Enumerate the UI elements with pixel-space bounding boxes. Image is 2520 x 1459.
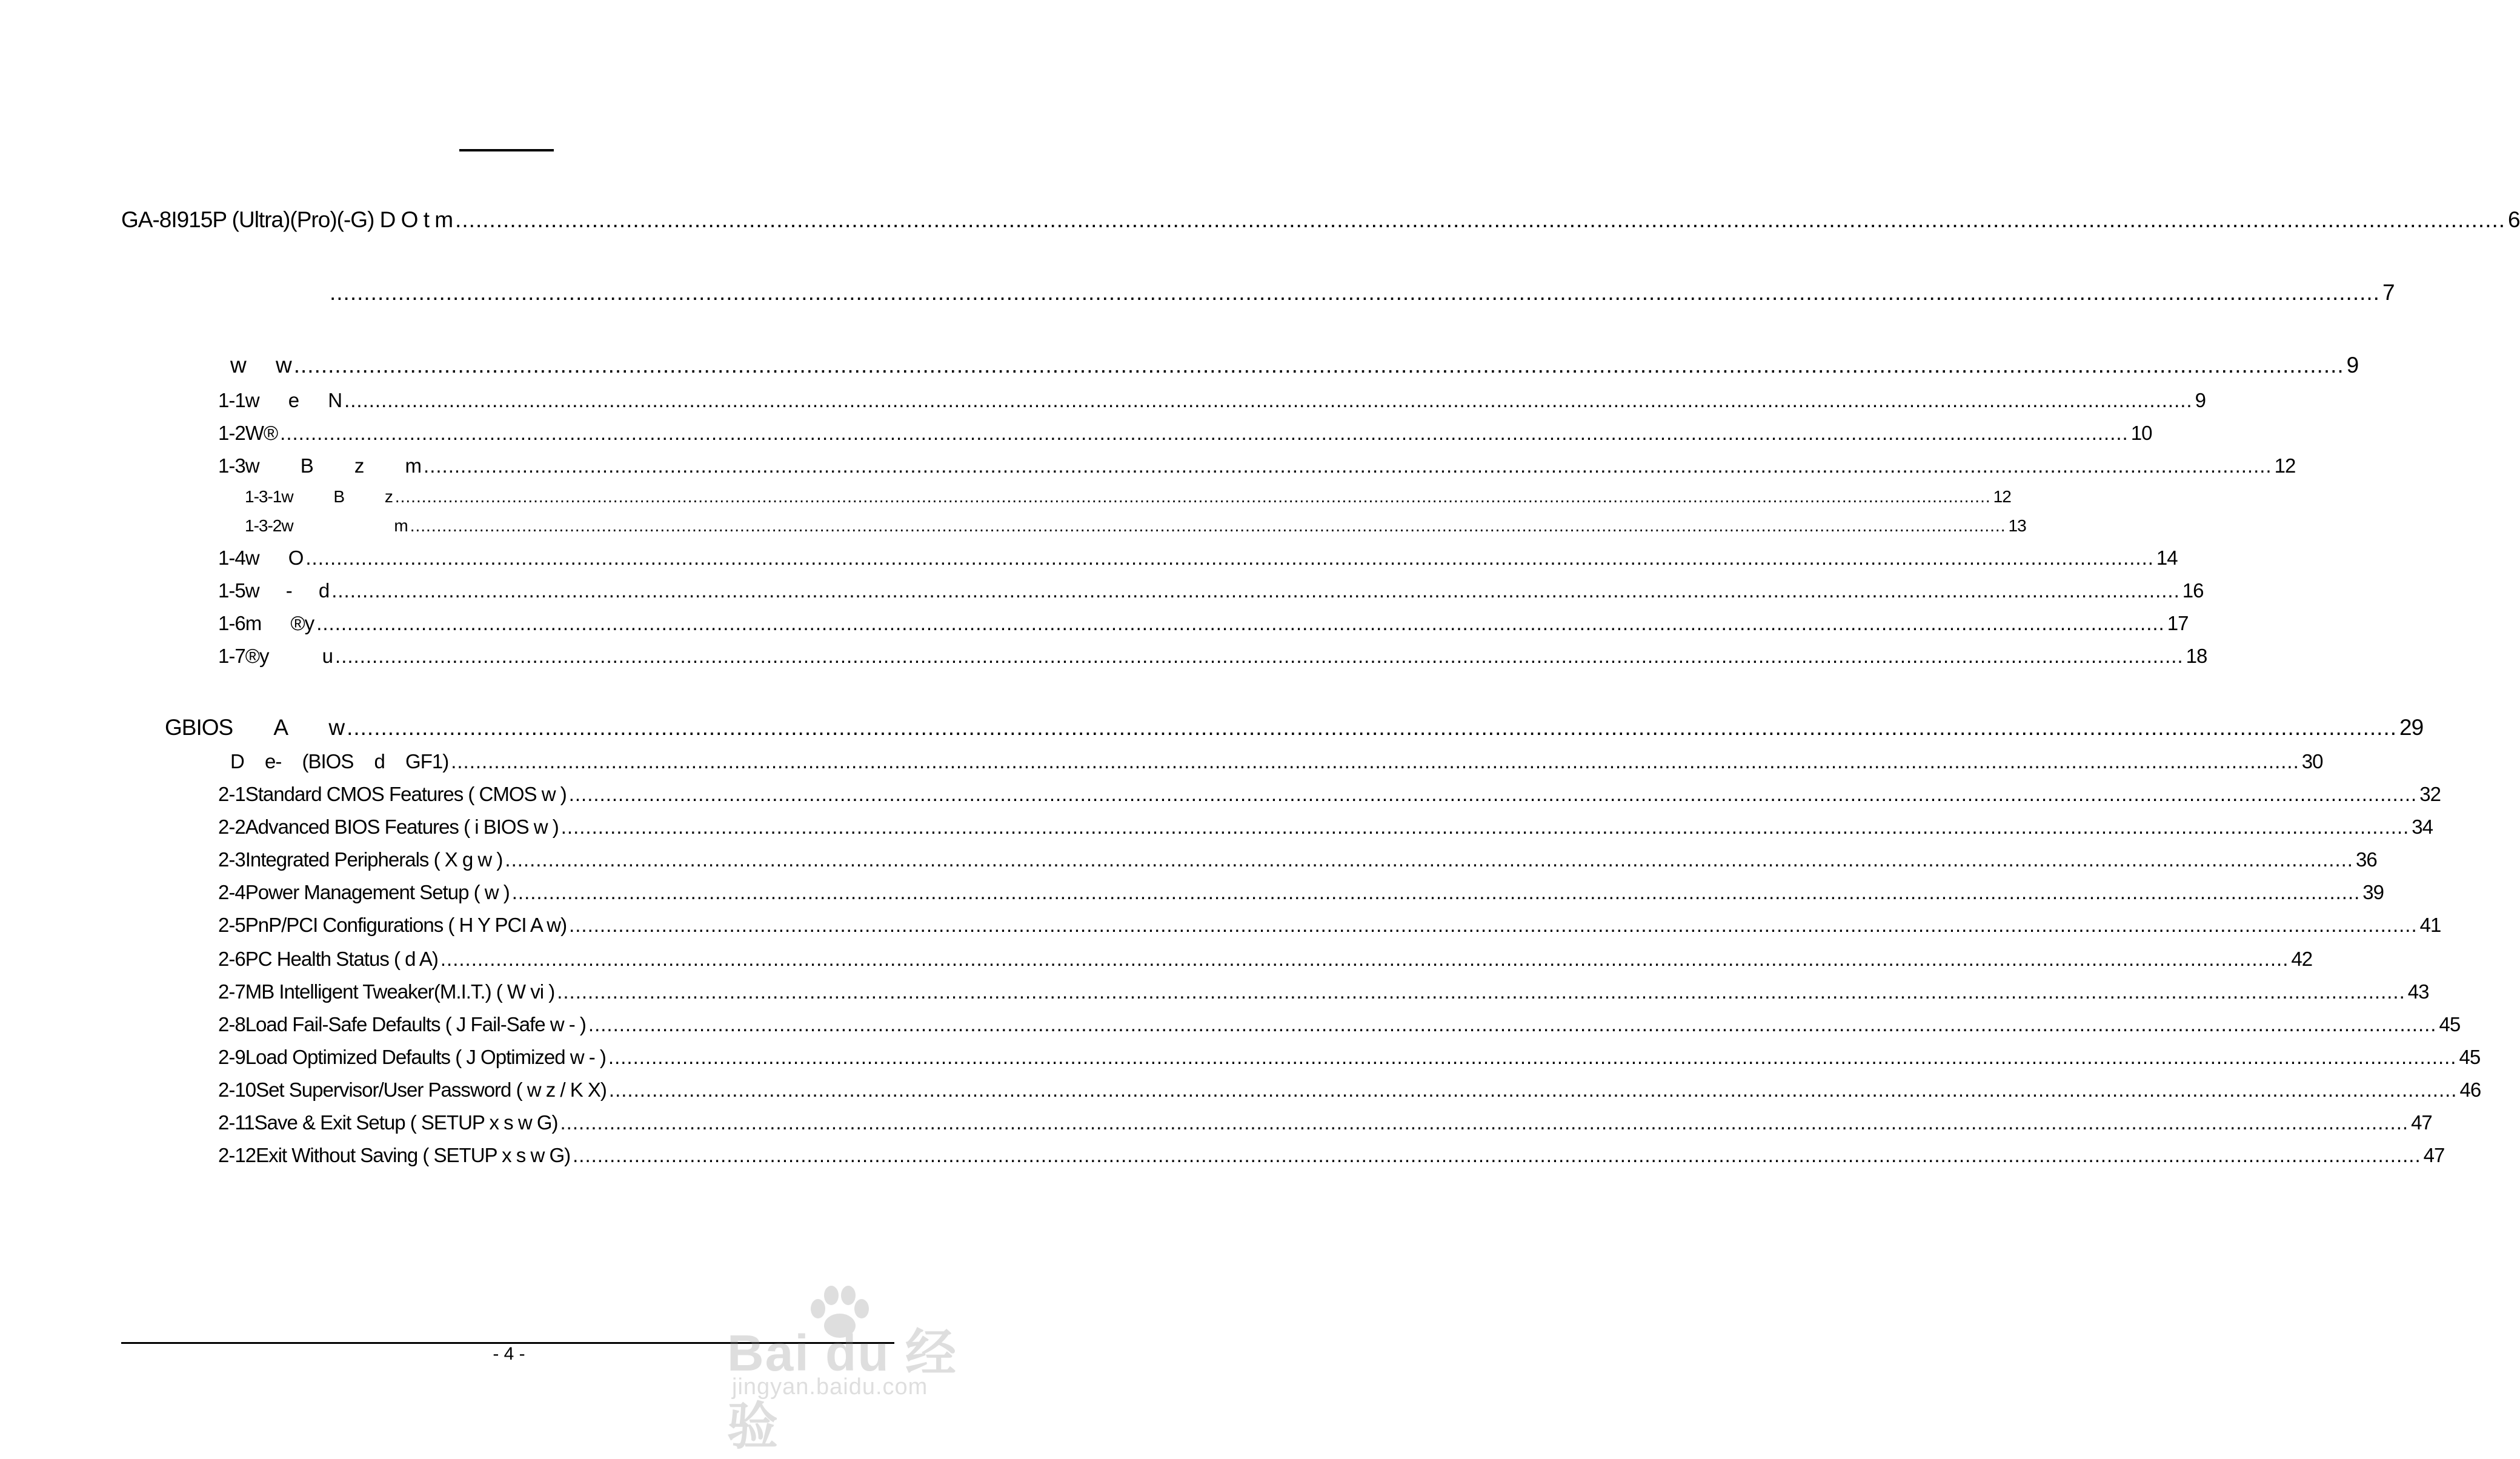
toc-entry-title: w B z m [245,454,422,477]
toc-page-number: 34 [2412,816,2433,838]
watermark-brand: Bai du 经验 [727,1324,958,1455]
toc-entry-number: 1-3-1 [245,487,282,506]
toc-entry-number: G [165,715,182,740]
toc-page-number: 12 [2274,454,2296,477]
dot-leader: ............................................................................................................................................................................................................................................................................................................ [293,353,2344,377]
toc-page-number: 18 [2186,645,2207,667]
toc-entry-title: D e- (BIOS d GF1) [230,750,449,773]
toc-entry[interactable] [218,420,2152,445]
toc-page-number: 41 [2419,914,2441,936]
toc-entry[interactable] [218,1077,2481,1102]
toc-entry-number: 2-7 [218,980,245,1003]
toc-entry-number: 2-2 [218,816,245,838]
toc-entry[interactable] [165,714,2424,740]
toc-entry[interactable] [218,453,2296,477]
dot-leader: ............................................................................................................................................................................................................................................................................................................ [305,547,2154,569]
toc-entry-number: 1-6 [218,612,245,634]
dot-leader: ............................................................................................................................................................................................................................................................................................................ [440,948,2289,970]
toc-entry-number: 2-4 [218,881,245,903]
toc-entry-title: w m [281,516,408,535]
toc-entry[interactable] [218,979,2429,1003]
toc-entry-title: GA-8I915P (Ultra)(Pro)(-G) D O t m [121,207,453,232]
toc-entry-number: 2-10 [218,1078,256,1101]
toc-page-number: 43 [2407,980,2429,1003]
toc-entry[interactable] [218,578,2204,602]
toc-page-number: 14 [2156,547,2178,569]
toc-entry[interactable] [230,749,2323,773]
toc-entry-number: 1-3-2 [245,516,282,535]
toc-page-number: 9 [2346,353,2359,377]
toc-entry-title: Set Supervisor/User Password ( w z / K X) [256,1078,607,1101]
toc-entry[interactable] [218,1143,2445,1167]
toc-entry[interactable] [230,351,2359,378]
toc-entry-number: 1-3 [218,454,245,477]
toc-page-number: 13 [2008,516,2026,535]
dot-leader: ............................................................................................................................................................................................................................................................................................................ [455,207,2506,232]
dot-leader: ............................................................................................................................................................................................................................................................................................................ [608,1078,2458,1101]
toc-entry[interactable] [218,611,2189,635]
dot-leader: ............................................................................................................................................................................................................................................................................................................ [573,1144,2421,1166]
dot-leader: ............................................................................................................................................................................................................................................................................................................ [410,516,2006,535]
toc-entry-title: Power Management Setup ( w ) [245,881,510,903]
toc-page-number: 42 [2291,948,2313,970]
toc-entry-number: 2-9 [218,1046,245,1068]
toc-entry[interactable] [218,782,2441,806]
toc-entry-title: w B z [281,487,393,506]
dot-leader: ............................................................................................................................................................................................................................................................................................................ [511,881,2361,903]
toc-entry[interactable] [245,515,2026,536]
toc-entry-title: w e N [245,389,342,411]
toc-page-number: 45 [2459,1046,2481,1068]
toc-entry[interactable] [218,1045,2481,1069]
dot-leader: ............................................................................................................................................................................................................................................................................................................ [557,980,2405,1003]
toc-entry-title: w O [245,547,304,569]
toc-entry-number: 1-7 [218,645,245,667]
toc-entry-title: PnP/PCI Configurations ( H Y PCI A w) [245,914,567,936]
dot-leader: ............................................................................................................................................................................................................................................................................................................ [560,816,2410,838]
toc-page-number: 47 [2423,1144,2445,1166]
dot-leader: ............................................................................................................................................................................................................................................................................................................ [424,454,2272,477]
dot-leader: ............................................................................................................................................................................................................................................................................................................ [344,389,2193,411]
dot-leader: ............................................................................................................................................................................................................................................................................................................ [588,1013,2437,1035]
toc-entry-number: 2-3 [218,848,245,871]
toc-entry-number: 2-5 [218,914,245,936]
toc-entry-title: Standard CMOS Features ( CMOS w ) [245,783,567,805]
toc-page-number: 9 [2195,389,2206,411]
toc-entry[interactable] [218,1012,2461,1036]
toc-entry[interactable] [121,206,2520,233]
toc-page-number: 12 [1993,487,2011,506]
watermark-url: jingyan.baidu.com [732,1374,928,1400]
toc-entry-title: Integrated Peripherals ( X g w ) [245,848,503,871]
toc-entry-number: 1-2 [218,422,245,444]
toc-entry-title: w w [230,353,291,377]
baidu-watermark [715,1285,958,1455]
dot-leader: ............................................................................................................................................................................................................................................................................................................ [331,579,2180,602]
toc-page-number: 29 [2399,715,2424,740]
toc-entry-title: m ®y [245,612,314,634]
dot-leader: ............................................................................................................................................................................................................................................................................................................ [569,914,2418,936]
dot-leader: ............................................................................................................................................................................................................................................................................................................ [568,783,2418,805]
toc-entry[interactable] [245,486,2011,507]
page-number: - 4 - [493,1344,525,1364]
dot-leader: ............................................................................................................................................................................................................................................................................................................ [316,612,2165,634]
dot-leader: ............................................................................................................................................................................................................................................................................................................ [347,715,2398,740]
toc-page-number: 47 [2411,1111,2432,1134]
toc-entry-title: w - d [245,579,330,602]
toc-entry-title: PC Health Status ( d A) [245,948,438,970]
toc-entry[interactable] [218,946,2313,971]
dot-leader: ............................................................................................................................................................................................................................................................................................................ [451,750,2299,773]
dot-leader: ............................................................................................................................................................................................................................................................................................................ [560,1111,2409,1134]
dot-leader: ............................................................................................................................................................................................................................................................................................................ [330,280,2380,305]
toc-entry[interactable] [218,880,2384,904]
toc-entry-number: 2-8 [218,1013,245,1035]
toc-entry-title: Exit Without Saving ( SETUP x s w G) [256,1144,571,1166]
toc-entry-title: Save & Exit Setup ( SETUP x s w G) [254,1111,558,1134]
toc-entry-number: 2-1 [218,783,245,805]
toc-entry-title: Load Fail-Safe Defaults ( J Fail-Safe w - ) [245,1013,586,1035]
toc-entry-title: ®y u [245,645,333,667]
toc-entry-number: 1-1 [218,389,245,411]
dot-leader: ............................................................................................................................................................................................................................................................................................................ [394,487,1991,506]
toc-page-number: 10 [2130,422,2152,444]
toc-entry[interactable] [218,847,2377,871]
toc-entry-title: Load Optimized Defaults ( J Optimized w - ) [245,1046,606,1068]
toc-entry[interactable] [218,1110,2432,1134]
toc-page-number: 6 [2508,207,2520,232]
toc-page-number: 16 [2182,579,2204,602]
toc-page-number: 45 [2439,1013,2461,1035]
toc-entry-title: W® [245,422,278,444]
toc-entry-title: BIOS A w [181,715,345,740]
toc-entry[interactable] [218,912,2441,937]
toc-entry-number: 1-5 [218,579,245,602]
toc-entry[interactable] [218,643,2207,668]
toc-page-number: 17 [2167,612,2189,634]
toc-page-number: 30 [2301,750,2323,773]
toc-entry-number: 2-6 [218,948,245,970]
toc-entry[interactable] [218,814,2433,839]
toc-entry-number: 2-11 [218,1111,254,1134]
toc-entry-title: MB Intelligent Tweaker(M.I.T.) ( W vi ) [245,980,555,1003]
toc-entry[interactable] [327,279,2395,305]
toc-page-number: 39 [2362,881,2384,903]
dot-leader: ............................................................................................................................................................................................................................................................................................................ [335,645,2184,667]
toc-entry-number: 1-4 [218,547,245,569]
toc-page-number: 7 [2382,280,2395,305]
toc-page-number: 32 [2419,783,2441,805]
toc-entry-number: 2-12 [218,1144,256,1166]
toc-page-number: 46 [2459,1078,2481,1101]
toc-entry-title: Advanced BIOS Features ( i BIOS w ) [245,816,559,838]
dot-leader: ............................................................................................................................................................................................................................................................................................................ [280,422,2129,444]
dot-leader: ............................................................................................................................................................................................................................................................................................................ [608,1046,2457,1068]
toc-entry[interactable] [218,388,2206,412]
toc-page-number: 36 [2355,848,2377,871]
dot-leader: ............................................................................................................................................................................................................................................................................................................ [505,848,2353,871]
toc-entry[interactable] [218,545,2178,570]
